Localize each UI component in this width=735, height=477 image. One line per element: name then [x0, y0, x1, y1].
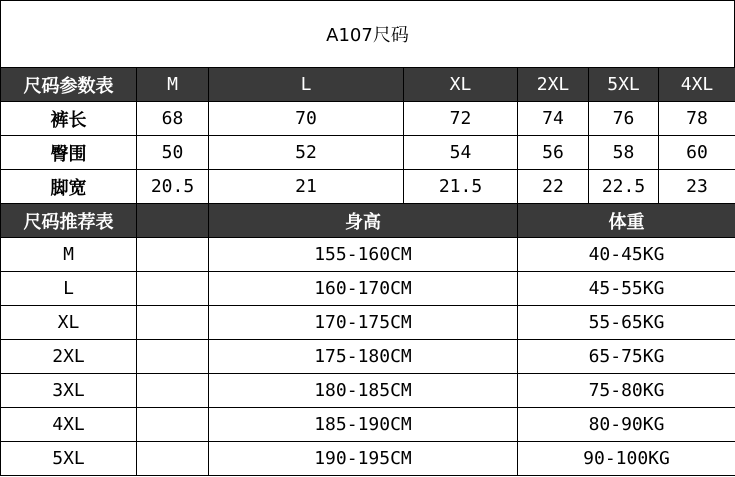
- size-header-cell: 2XL: [518, 68, 589, 102]
- size-header-cell: M: [137, 68, 209, 102]
- weight-header: 体重: [518, 204, 735, 238]
- table-row: [1, 408, 735, 442]
- size-cell: XL: [1, 306, 137, 340]
- value-cell: 76: [589, 102, 659, 136]
- blank-cell: [137, 340, 209, 374]
- row-label: 裤长: [1, 102, 137, 136]
- size-cell: 4XL: [1, 408, 137, 442]
- blank-cell: [137, 306, 209, 340]
- value-cell: 78: [659, 102, 735, 136]
- value-cell: 74: [518, 102, 589, 136]
- value-cell: 23: [659, 170, 735, 204]
- chart-title: A107尺码: [0, 0, 735, 67]
- params-header-row: [1, 68, 735, 102]
- row-label: 脚宽: [1, 170, 137, 204]
- weight-cell: 75-80KG: [518, 374, 735, 408]
- height-cell: 190-195CM: [209, 442, 518, 476]
- value-cell: 20.5: [137, 170, 209, 204]
- value-cell: 22: [518, 170, 589, 204]
- table-row: [1, 306, 735, 340]
- weight-cell: 45-55KG: [518, 272, 735, 306]
- size-header-cell: 4XL: [659, 68, 735, 102]
- weight-cell: 40-45KG: [518, 238, 735, 272]
- weight-cell: 65-75KG: [518, 340, 735, 374]
- value-cell: 72: [404, 102, 518, 136]
- size-cell: L: [1, 272, 137, 306]
- table-row: [1, 374, 735, 408]
- value-cell: 22.5: [589, 170, 659, 204]
- height-cell: 185-190CM: [209, 408, 518, 442]
- table-row: [1, 272, 735, 306]
- size-header-cell: XL: [404, 68, 518, 102]
- blank-cell: [137, 442, 209, 476]
- blank-cell: [137, 374, 209, 408]
- value-cell: 54: [404, 136, 518, 170]
- size-table: [0, 67, 735, 476]
- value-cell: 70: [209, 102, 404, 136]
- weight-cell: 55-65KG: [518, 306, 735, 340]
- recommend-header-label: 尺码推荐表: [1, 204, 137, 238]
- size-cell: 3XL: [1, 374, 137, 408]
- size-cell: M: [1, 238, 137, 272]
- table-row: [1, 238, 735, 272]
- value-cell: 60: [659, 136, 735, 170]
- value-cell: 50: [137, 136, 209, 170]
- blank-cell: [137, 238, 209, 272]
- row-label: 臀围: [1, 136, 137, 170]
- recommend-header-row: [1, 204, 735, 238]
- height-cell: 180-185CM: [209, 374, 518, 408]
- height-cell: 170-175CM: [209, 306, 518, 340]
- value-cell: 56: [518, 136, 589, 170]
- table-row: [1, 102, 735, 136]
- height-cell: 160-170CM: [209, 272, 518, 306]
- value-cell: 21: [209, 170, 404, 204]
- blank-header-cell: [137, 204, 209, 238]
- value-cell: 52: [209, 136, 404, 170]
- size-header-cell: 5XL: [589, 68, 659, 102]
- blank-cell: [137, 408, 209, 442]
- weight-cell: 90-100KG: [518, 442, 735, 476]
- blank-cell: [137, 272, 209, 306]
- height-header: 身高: [209, 204, 518, 238]
- size-cell: 2XL: [1, 340, 137, 374]
- size-cell: 5XL: [1, 442, 137, 476]
- table-row: [1, 136, 735, 170]
- value-cell: 21.5: [404, 170, 518, 204]
- height-cell: 155-160CM: [209, 238, 518, 272]
- value-cell: 58: [589, 136, 659, 170]
- table-row: [1, 340, 735, 374]
- value-cell: 68: [137, 102, 209, 136]
- params-header-label: 尺码参数表: [1, 68, 137, 102]
- weight-cell: 80-90KG: [518, 408, 735, 442]
- table-row: [1, 170, 735, 204]
- height-cell: 175-180CM: [209, 340, 518, 374]
- size-header-cell: L: [209, 68, 404, 102]
- table-row: [1, 442, 735, 476]
